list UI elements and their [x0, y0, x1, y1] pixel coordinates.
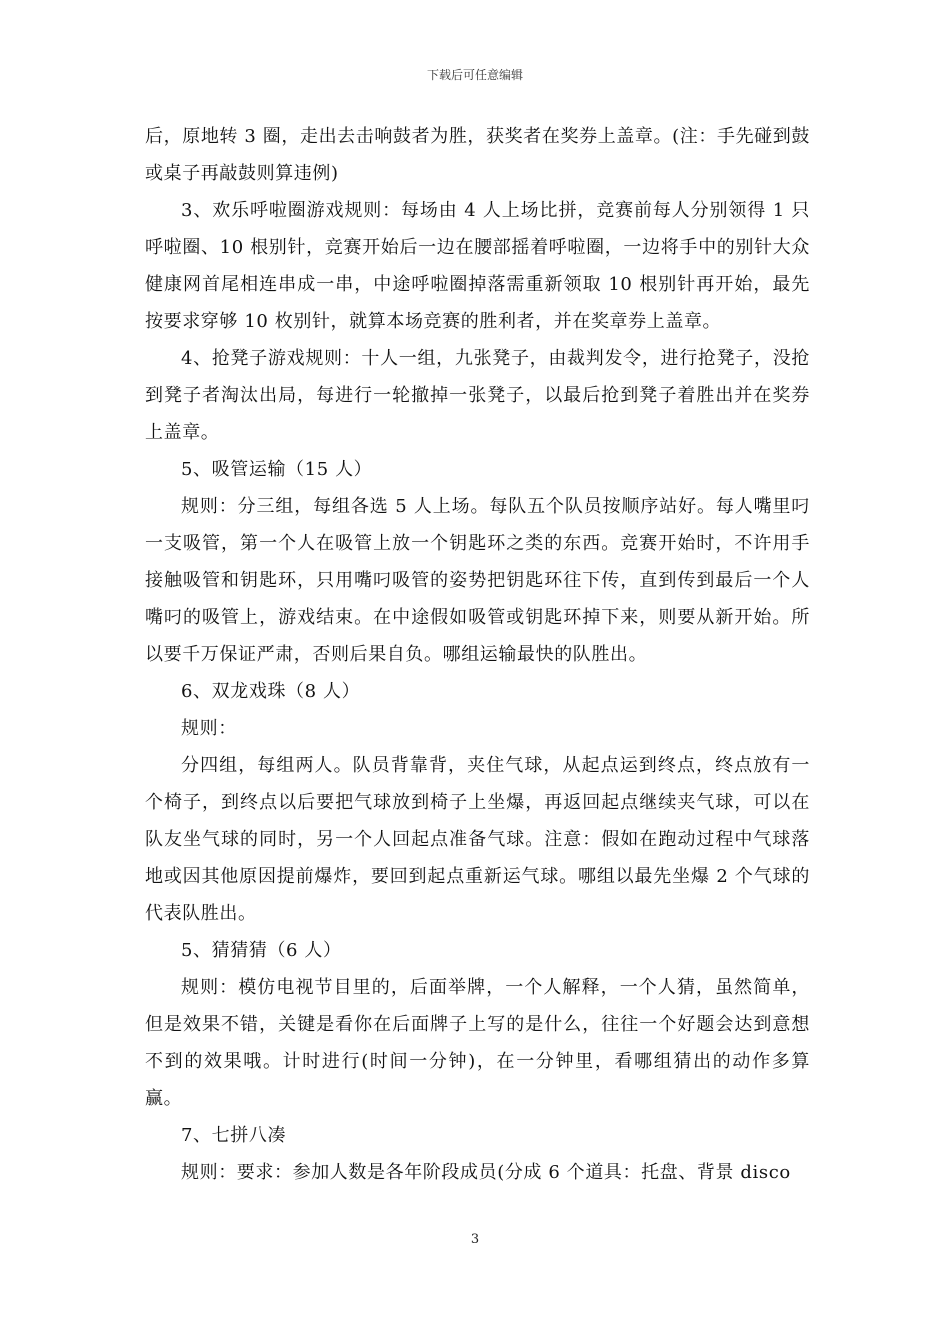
paragraph-1: 后，原地转 3 圈，走出去击响鼓者为胜，获奖者在奖券上盖章。(注：手先碰到鼓或桌子再敲鼓则算违例) [145, 126, 810, 184]
section-heading-patchwork: 7、七拼八凑 [181, 1125, 287, 1146]
rules-label: 规则： [181, 718, 237, 739]
page-number: 3 [470, 1232, 480, 1247]
paragraph-straw-rules: 规则：分三组，每组各选 5 人上场。每队五个队员按顺序站好。每人嘴里叼一支吸管，第一个人在吸管上放一个钥匙环之类的东西。竞赛开始时，不许用手接触吸管和钥匙环，只用嘴叼吸管的姿势把钥匙环往下传，直到传到最后一个人嘴叼的吸管上，游戏结束。在中途假如吸管或钥匙环掉下来，则要从新开始。所以要千万保证严肃，否则后果自负。哪组运输最快的队胜出。 [145, 496, 810, 665]
paragraph-3: 4、抢凳子游戏规则：十人一组，九张凳子，由裁判发令，进行抢凳子，没抢到凳子者淘汰出局，每进行一轮撤掉一张凳子，以最后抢到凳子着胜出并在奖券上盖章。 [145, 348, 810, 443]
document-body [145, 118, 810, 1191]
section-heading-guess: 5、猜猜猜（6 人） [181, 940, 342, 961]
section-heading-dragon: 6、双龙戏珠（8 人） [181, 681, 361, 702]
section-heading-straw: 5、吸管运输（15 人） [181, 459, 373, 480]
paragraph-patchwork-rules: 规则：要求：参加人数是各年阶段成员(分成 6 个道具：托盘、背景 disco [181, 1162, 791, 1183]
paragraph-dragon-rules: 分四组，每组两人。队员背靠背，夹住气球，从起点运到终点，终点放有一个椅子，到终点以后要把气球放到椅子上坐爆，再返回起点继续夹气球，可以在队友坐气球的同时，另一个人回起点准备气球。注意：假如在跑动过程中气球落地或因其他原因提前爆炸，要回到起点重新运气球。哪组以最先坐爆 2 个气球的代表队胜出。 [145, 755, 810, 924]
paragraph-2: 3、欢乐呼啦圈游戏规则：每场由 4 人上场比拼，竞赛前每人分别领得 1 只呼啦圈、10 根别针，竞赛开始后一边在腰部摇着呼啦圈，一边将手中的别针大众健康网首尾相连串成一串，中途呼啦圈掉落需重新领取 10 根别针再开始，最先按要求穿够 10 枚别针，就算本场竞赛的胜利者，并在奖章券上盖章。 [145, 200, 810, 332]
paragraph-guess-rules: 规则：模仿电视节目里的，后面举牌，一个人解释，一个人猜，虽然简单，但是效果不错，关键是看你在后面牌子上写的是什么，往往一个好题会达到意想不到的效果哦。计时进行(时间一分钟)，在一分钟里，看哪组猜出的动作多算赢。 [145, 977, 810, 1109]
header-note: 下载后可任意编辑 [426, 68, 523, 82]
